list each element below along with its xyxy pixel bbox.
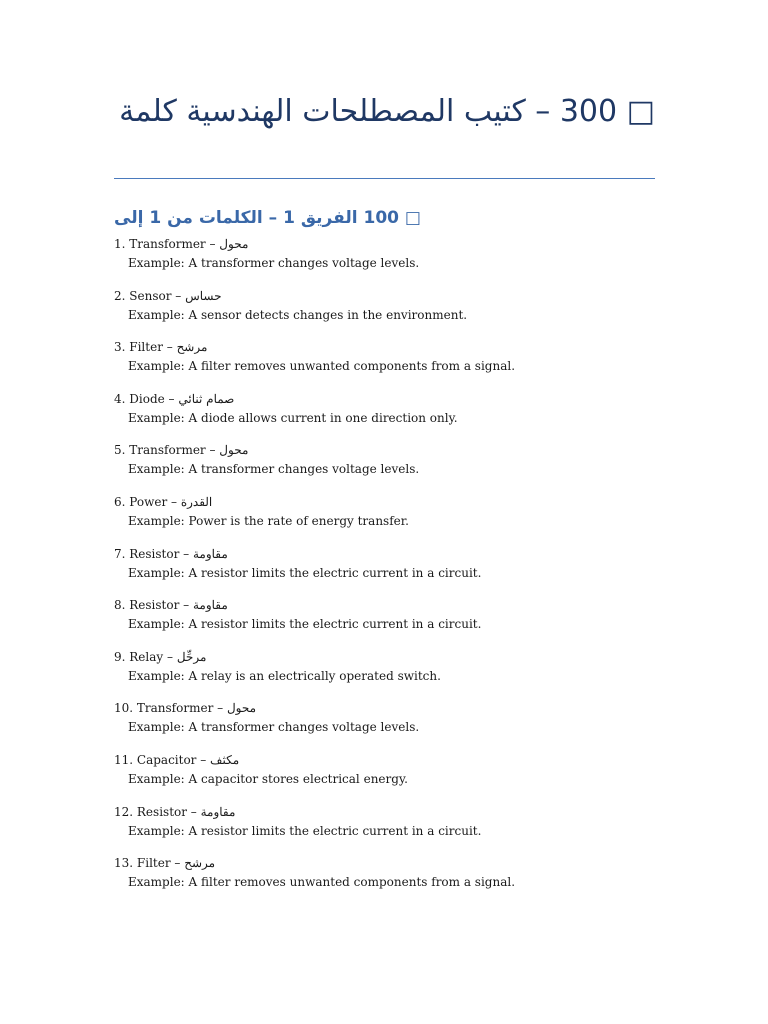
list-item xyxy=(114,391,655,443)
term-label: 6. Power – القدرة xyxy=(114,494,213,509)
term-example: Example: A transformer changes voltage levels. xyxy=(128,256,420,270)
list-item xyxy=(114,236,655,288)
list-item xyxy=(114,597,655,649)
term-example: Example: A relay is an electrically operated switch. xyxy=(128,668,441,683)
title-divider xyxy=(114,178,655,179)
list-item xyxy=(114,700,655,752)
term-label: 7. Resistor – مقاومة xyxy=(114,546,228,561)
list-item xyxy=(114,494,655,546)
list-item xyxy=(114,339,655,391)
list-item xyxy=(114,288,655,340)
document-page xyxy=(114,0,655,1024)
terms-list xyxy=(114,236,655,907)
term-example: Example: A filter removes unwanted components from a signal. xyxy=(128,875,516,890)
term-example: Example: Power is the rate of energy transfer. xyxy=(128,513,409,528)
term-label: 10. Transformer – محول xyxy=(114,701,257,716)
term-label: 1. Transformer – محول xyxy=(114,237,249,251)
term-label: 12. Resistor – مقاومة xyxy=(114,804,236,819)
list-item xyxy=(114,546,655,598)
term-label: 11. Capacitor – مكثف xyxy=(114,752,240,767)
list-item xyxy=(114,855,655,907)
list-item xyxy=(114,804,655,856)
term-example: Example: A transformer changes voltage levels. xyxy=(128,720,420,735)
term-label: 4. Diode – صمام ثنائي xyxy=(114,391,235,406)
term-label: 8. Resistor – مقاومة xyxy=(114,598,228,613)
term-label: 9. Relay – مرحِّل xyxy=(114,649,207,664)
section-heading: □ 100 الفريق 1 – الكلمات من 1 إلى xyxy=(114,208,421,228)
term-label: 13. Filter – مرشح xyxy=(114,856,216,871)
term-example: Example: A capacitor stores electrical energy. xyxy=(128,771,408,786)
term-label: 3. Filter – مرشح xyxy=(114,340,208,355)
term-label: 5. Transformer – محول xyxy=(114,443,249,458)
term-example: Example: A diode allows current in one direction only. xyxy=(128,410,458,425)
list-item xyxy=(114,649,655,701)
list-item xyxy=(114,752,655,804)
term-example: Example: A resistor limits the electric current in a circuit. xyxy=(128,823,482,838)
document-title: □ 300 – كتيب المصطلحات الهندسية كلمة xyxy=(119,94,655,129)
term-example: Example: A transformer changes voltage levels. xyxy=(128,462,420,477)
term-label: 2. Sensor – حساس xyxy=(114,288,222,303)
term-example: Example: A filter removes unwanted components from a signal. xyxy=(128,359,516,374)
term-example: Example: A resistor limits the electric current in a circuit. xyxy=(128,565,482,580)
term-example: Example: A resistor limits the electric current in a circuit. xyxy=(128,617,482,632)
list-item xyxy=(114,442,655,494)
term-example: Example: A sensor detects changes in the environment. xyxy=(128,307,468,322)
